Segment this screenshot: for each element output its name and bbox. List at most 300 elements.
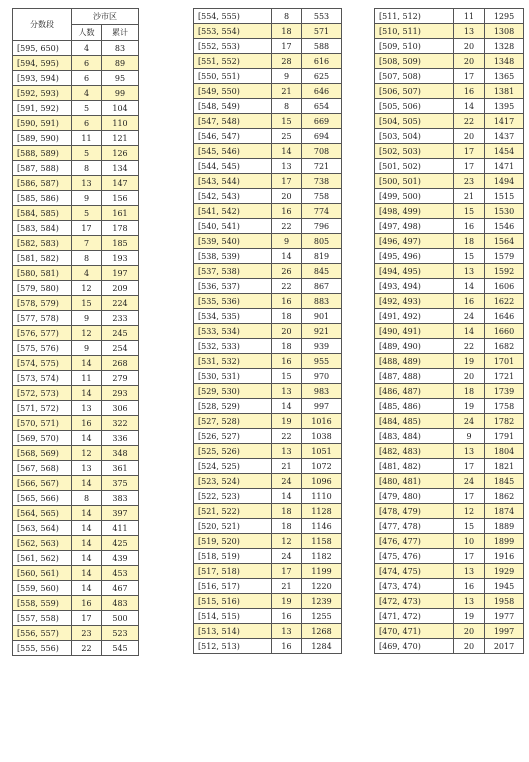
cumulative-cell: 1721	[485, 369, 524, 384]
count-cell: 22	[72, 641, 102, 656]
score-range-cell: [539, 540)	[194, 234, 272, 249]
score-range-cell: [564, 565)	[13, 506, 72, 521]
score-range-cell: [547, 548)	[194, 114, 272, 129]
table-row	[375, 144, 524, 159]
cumulative-cell: 147	[102, 176, 139, 191]
score-range-cell: [572, 573)	[13, 386, 72, 401]
count-cell: 18	[272, 519, 302, 534]
cumulative-cell: 397	[102, 506, 139, 521]
table-row	[194, 144, 342, 159]
count-cell: 9	[72, 311, 102, 326]
table-row	[375, 459, 524, 474]
cumulative-cell: 1348	[485, 54, 524, 69]
table-row	[194, 399, 342, 414]
score-range-cell: [478, 479)	[375, 504, 454, 519]
count-cell: 22	[272, 279, 302, 294]
cumulative-cell: 1268	[302, 624, 342, 639]
count-cell: 5	[72, 206, 102, 221]
count-cell: 20	[454, 129, 485, 144]
count-cell: 16	[454, 294, 485, 309]
table-row	[375, 189, 524, 204]
cumulative-cell: 453	[102, 566, 139, 581]
table-row	[194, 489, 342, 504]
score-range-cell: [552, 553)	[194, 39, 272, 54]
table-row	[13, 446, 139, 461]
table-row	[375, 609, 524, 624]
count-cell: 20	[454, 624, 485, 639]
score-range-cell: [514, 515)	[194, 609, 272, 624]
table-row	[375, 69, 524, 84]
table-row	[375, 414, 524, 429]
score-range-cell: [516, 517)	[194, 579, 272, 594]
table-row	[375, 504, 524, 519]
score-range-cell: [505, 506)	[375, 99, 454, 114]
count-cell: 16	[272, 639, 302, 654]
count-cell: 23	[454, 174, 485, 189]
score-range-cell: [542, 543)	[194, 189, 272, 204]
score-range-cell: [530, 531)	[194, 369, 272, 384]
score-range-cell: [562, 563)	[13, 536, 72, 551]
count-cell: 17	[454, 144, 485, 159]
cumulative-cell: 375	[102, 476, 139, 491]
table-row	[375, 279, 524, 294]
cumulative-cell: 1072	[302, 459, 342, 474]
count-cell: 9	[72, 191, 102, 206]
score-range-cell: [560, 561)	[13, 566, 72, 581]
cumulative-cell: 1701	[485, 354, 524, 369]
count-cell: 5	[72, 146, 102, 161]
score-range-cell: [593, 594)	[13, 71, 72, 86]
table-row	[13, 416, 139, 431]
cumulative-cell: 1146	[302, 519, 342, 534]
score-range-cell: [574, 575)	[13, 356, 72, 371]
table-row	[375, 384, 524, 399]
table-row	[194, 159, 342, 174]
count-cell: 21	[454, 189, 485, 204]
score-range-cell: [579, 580)	[13, 281, 72, 296]
table-row	[13, 461, 139, 476]
score-range-cell: [576, 577)	[13, 326, 72, 341]
cumulative-cell: 1381	[485, 84, 524, 99]
table-row	[375, 519, 524, 534]
cumulative-cell: 883	[302, 294, 342, 309]
score-range-cell: [594, 595)	[13, 56, 72, 71]
count-cell: 9	[72, 341, 102, 356]
table-row	[13, 161, 139, 176]
count-cell: 24	[272, 549, 302, 564]
score-range-cell: [525, 526)	[194, 444, 272, 459]
score-range-cell: [571, 572)	[13, 401, 72, 416]
count-cell: 16	[454, 84, 485, 99]
score-range-cell: [573, 574)	[13, 371, 72, 386]
score-range-cell: [532, 533)	[194, 339, 272, 354]
count-cell: 14	[454, 324, 485, 339]
cumulative-cell: 983	[302, 384, 342, 399]
score-range-cell: [511, 512)	[375, 9, 454, 24]
cumulative-cell: 1255	[302, 609, 342, 624]
count-cell: 4	[72, 86, 102, 101]
cumulative-cell: 1182	[302, 549, 342, 564]
score-range-cell: [487, 488)	[375, 369, 454, 384]
cumulative-cell: 588	[302, 39, 342, 54]
score-range-cell: [482, 483)	[375, 444, 454, 459]
count-cell: 7	[72, 236, 102, 251]
score-range-cell: [541, 542)	[194, 204, 272, 219]
cumulative-cell: 758	[302, 189, 342, 204]
count-cell: 20	[454, 54, 485, 69]
cumulative-cell: 483	[102, 596, 139, 611]
header-district: 沙市区	[72, 9, 139, 25]
score-range-cell: [528, 529)	[194, 399, 272, 414]
count-cell: 15	[272, 369, 302, 384]
cumulative-cell: 306	[102, 401, 139, 416]
count-cell: 17	[72, 221, 102, 236]
count-cell: 8	[72, 161, 102, 176]
score-range-cell: [472, 473)	[375, 594, 454, 609]
cumulative-cell: 845	[302, 264, 342, 279]
count-cell: 28	[272, 54, 302, 69]
count-cell: 13	[272, 384, 302, 399]
table-row	[375, 639, 524, 654]
cumulative-cell: 110	[102, 116, 139, 131]
table-row	[13, 551, 139, 566]
count-cell: 18	[272, 309, 302, 324]
count-cell: 17	[272, 564, 302, 579]
table-row	[375, 39, 524, 54]
count-cell: 18	[454, 234, 485, 249]
cumulative-cell: 939	[302, 339, 342, 354]
count-cell: 13	[454, 264, 485, 279]
table-row	[194, 414, 342, 429]
cumulative-cell: 955	[302, 354, 342, 369]
table-row	[13, 56, 139, 71]
cumulative-cell: 545	[102, 641, 139, 656]
table-row	[375, 309, 524, 324]
count-cell: 5	[72, 101, 102, 116]
cumulative-cell: 1128	[302, 504, 342, 519]
score-range-cell: [470, 471)	[375, 624, 454, 639]
score-range-cell: [567, 568)	[13, 461, 72, 476]
count-cell: 17	[72, 611, 102, 626]
table-row	[194, 624, 342, 639]
score-range-cell: [537, 538)	[194, 264, 272, 279]
cumulative-cell: 1365	[485, 69, 524, 84]
table-row	[375, 219, 524, 234]
count-cell: 26	[272, 264, 302, 279]
score-range-cell: [527, 528)	[194, 414, 272, 429]
cumulative-cell: 1051	[302, 444, 342, 459]
score-range-cell: [585, 586)	[13, 191, 72, 206]
table-row	[375, 54, 524, 69]
cumulative-cell: 1395	[485, 99, 524, 114]
cumulative-cell: 1308	[485, 24, 524, 39]
table-row	[194, 339, 342, 354]
table-row	[375, 564, 524, 579]
cumulative-cell: 254	[102, 341, 139, 356]
cumulative-cell: 2017	[485, 639, 524, 654]
table-row	[375, 474, 524, 489]
score-range-cell: [503, 504)	[375, 129, 454, 144]
table-row	[375, 339, 524, 354]
table-row	[13, 116, 139, 131]
cumulative-cell: 1646	[485, 309, 524, 324]
header-score-band: 分数段	[13, 9, 72, 41]
table-row	[194, 294, 342, 309]
cumulative-cell: 348	[102, 446, 139, 461]
cumulative-cell: 774	[302, 204, 342, 219]
cumulative-cell: 126	[102, 146, 139, 161]
cumulative-cell: 1622	[485, 294, 524, 309]
count-cell: 16	[272, 294, 302, 309]
table-row	[375, 354, 524, 369]
count-cell: 19	[454, 609, 485, 624]
header-cumulative: 累计	[102, 25, 139, 41]
score-range-cell: [590, 591)	[13, 116, 72, 131]
table-row	[375, 264, 524, 279]
table-row	[375, 204, 524, 219]
cumulative-cell: 1958	[485, 594, 524, 609]
count-cell: 17	[272, 39, 302, 54]
score-range-cell: [494, 495)	[375, 264, 454, 279]
score-range-cell: [549, 550)	[194, 84, 272, 99]
cumulative-cell: 1579	[485, 249, 524, 264]
count-cell: 21	[272, 84, 302, 99]
count-cell: 14	[72, 386, 102, 401]
table-row	[375, 24, 524, 39]
score-range-cell: [515, 516)	[194, 594, 272, 609]
table-row	[194, 324, 342, 339]
score-range-cell: [546, 547)	[194, 129, 272, 144]
table-row	[375, 99, 524, 114]
score-range-cell: [519, 520)	[194, 534, 272, 549]
cumulative-cell: 293	[102, 386, 139, 401]
count-cell: 13	[272, 624, 302, 639]
count-cell: 18	[272, 339, 302, 354]
table-row	[194, 234, 342, 249]
count-cell: 17	[272, 174, 302, 189]
table-row	[194, 354, 342, 369]
cumulative-cell: 523	[102, 626, 139, 641]
count-cell: 12	[72, 281, 102, 296]
score-range-cell: [500, 501)	[375, 174, 454, 189]
table-row	[13, 476, 139, 491]
table-row	[13, 431, 139, 446]
count-cell: 14	[72, 536, 102, 551]
cumulative-cell: 361	[102, 461, 139, 476]
score-range-cell: [583, 584)	[13, 221, 72, 236]
count-cell: 13	[272, 444, 302, 459]
count-cell: 14	[72, 521, 102, 536]
table-row	[13, 356, 139, 371]
table-row	[13, 596, 139, 611]
score-range-cell: [587, 588)	[13, 161, 72, 176]
cumulative-cell: 646	[302, 84, 342, 99]
table-row	[13, 626, 139, 641]
table-row	[194, 444, 342, 459]
cumulative-cell: 1782	[485, 414, 524, 429]
cumulative-cell: 669	[302, 114, 342, 129]
count-cell: 14	[272, 249, 302, 264]
count-cell: 15	[454, 204, 485, 219]
cumulative-cell: 1515	[485, 189, 524, 204]
score-range-cell: [510, 511)	[375, 24, 454, 39]
table-row	[13, 41, 139, 56]
cumulative-cell: 1284	[302, 639, 342, 654]
count-cell: 16	[272, 204, 302, 219]
score-range-cell: [486, 487)	[375, 384, 454, 399]
score-range-cell: [577, 578)	[13, 311, 72, 326]
cumulative-cell: 1758	[485, 399, 524, 414]
count-cell: 15	[454, 519, 485, 534]
cumulative-cell: 383	[102, 491, 139, 506]
score-range-cell: [580, 581)	[13, 266, 72, 281]
score-range-cell: [570, 571)	[13, 416, 72, 431]
count-cell: 22	[272, 429, 302, 444]
count-cell: 20	[272, 189, 302, 204]
table-row	[375, 534, 524, 549]
table-row	[13, 341, 139, 356]
score-range-cell: [502, 503)	[375, 144, 454, 159]
cumulative-cell: 654	[302, 99, 342, 114]
score-range-cell: [483, 484)	[375, 429, 454, 444]
cumulative-cell: 901	[302, 309, 342, 324]
cumulative-cell: 694	[302, 129, 342, 144]
score-range-cell: [558, 559)	[13, 596, 72, 611]
score-range-cell: [524, 525)	[194, 459, 272, 474]
count-cell: 14	[72, 506, 102, 521]
table-row	[13, 491, 139, 506]
score-range-cell: [543, 544)	[194, 174, 272, 189]
count-cell: 17	[454, 549, 485, 564]
count-cell: 10	[454, 534, 485, 549]
cumulative-cell: 1739	[485, 384, 524, 399]
count-cell: 14	[72, 581, 102, 596]
count-cell: 17	[454, 69, 485, 84]
cumulative-cell: 467	[102, 581, 139, 596]
table-row	[375, 174, 524, 189]
count-cell: 24	[272, 474, 302, 489]
count-cell: 16	[454, 579, 485, 594]
score-range-cell: [578, 579)	[13, 296, 72, 311]
score-range-cell: [544, 545)	[194, 159, 272, 174]
cumulative-cell: 1804	[485, 444, 524, 459]
table-row	[194, 264, 342, 279]
table-row	[13, 641, 139, 656]
cumulative-cell: 185	[102, 236, 139, 251]
count-cell: 6	[72, 56, 102, 71]
score-range-cell: [568, 569)	[13, 446, 72, 461]
score-range-cell: [582, 583)	[13, 236, 72, 251]
score-range-cell: [569, 570)	[13, 431, 72, 446]
table-row	[194, 639, 342, 654]
table-row	[375, 624, 524, 639]
count-cell: 24	[454, 414, 485, 429]
cumulative-cell: 1592	[485, 264, 524, 279]
table-row	[194, 114, 342, 129]
table-row	[194, 549, 342, 564]
score-range-cell: [545, 546)	[194, 144, 272, 159]
table-row	[13, 401, 139, 416]
count-cell: 11	[454, 9, 485, 24]
score-range-cell: [507, 508)	[375, 69, 454, 84]
count-cell: 8	[72, 251, 102, 266]
cumulative-cell: 95	[102, 71, 139, 86]
table-row	[194, 519, 342, 534]
cumulative-cell: 796	[302, 219, 342, 234]
count-cell: 12	[454, 504, 485, 519]
score-range-cell: [555, 556)	[13, 641, 72, 656]
cumulative-cell: 322	[102, 416, 139, 431]
count-cell: 4	[72, 41, 102, 56]
cumulative-cell: 161	[102, 206, 139, 221]
table-row	[13, 506, 139, 521]
table-row	[194, 24, 342, 39]
score-range-cell: [499, 500)	[375, 189, 454, 204]
table-row	[194, 594, 342, 609]
score-range-cell: [493, 494)	[375, 279, 454, 294]
score-table-1	[12, 8, 139, 656]
cumulative-cell: 1110	[302, 489, 342, 504]
count-cell: 14	[272, 144, 302, 159]
score-range-cell: [475, 476)	[375, 549, 454, 564]
table-row	[375, 429, 524, 444]
score-range-cell: [506, 507)	[375, 84, 454, 99]
table-row	[13, 566, 139, 581]
cumulative-cell: 1471	[485, 159, 524, 174]
cumulative-cell: 425	[102, 536, 139, 551]
count-cell: 22	[454, 114, 485, 129]
count-cell: 14	[72, 356, 102, 371]
cumulative-cell: 1916	[485, 549, 524, 564]
table-row	[194, 369, 342, 384]
score-range-cell: [526, 527)	[194, 429, 272, 444]
count-cell: 18	[272, 24, 302, 39]
score-range-cell: [522, 523)	[194, 489, 272, 504]
table-row	[13, 266, 139, 281]
cumulative-cell: 616	[302, 54, 342, 69]
table-row	[375, 444, 524, 459]
table-row	[194, 384, 342, 399]
table-row	[194, 309, 342, 324]
score-range-cell: [588, 589)	[13, 146, 72, 161]
cumulative-cell: 1016	[302, 414, 342, 429]
cumulative-cell: 411	[102, 521, 139, 536]
score-range-cell: [565, 566)	[13, 491, 72, 506]
table-row	[13, 521, 139, 536]
cumulative-cell: 721	[302, 159, 342, 174]
score-range-cell: [550, 551)	[194, 69, 272, 84]
table-row	[194, 39, 342, 54]
count-cell: 4	[72, 266, 102, 281]
count-cell: 15	[454, 249, 485, 264]
cumulative-cell: 1158	[302, 534, 342, 549]
count-cell: 13	[72, 461, 102, 476]
count-cell: 14	[72, 431, 102, 446]
count-cell: 11	[72, 371, 102, 386]
table-row	[194, 534, 342, 549]
score-range-cell: [479, 480)	[375, 489, 454, 504]
count-cell: 15	[72, 296, 102, 311]
score-range-cell: [488, 489)	[375, 354, 454, 369]
score-range-cell: [508, 509)	[375, 54, 454, 69]
count-cell: 14	[454, 279, 485, 294]
score-range-cell: [563, 564)	[13, 521, 72, 536]
count-cell: 14	[454, 99, 485, 114]
cumulative-cell: 500	[102, 611, 139, 626]
score-range-cell: [469, 470)	[375, 639, 454, 654]
cumulative-cell: 1899	[485, 534, 524, 549]
cumulative-cell: 83	[102, 41, 139, 56]
